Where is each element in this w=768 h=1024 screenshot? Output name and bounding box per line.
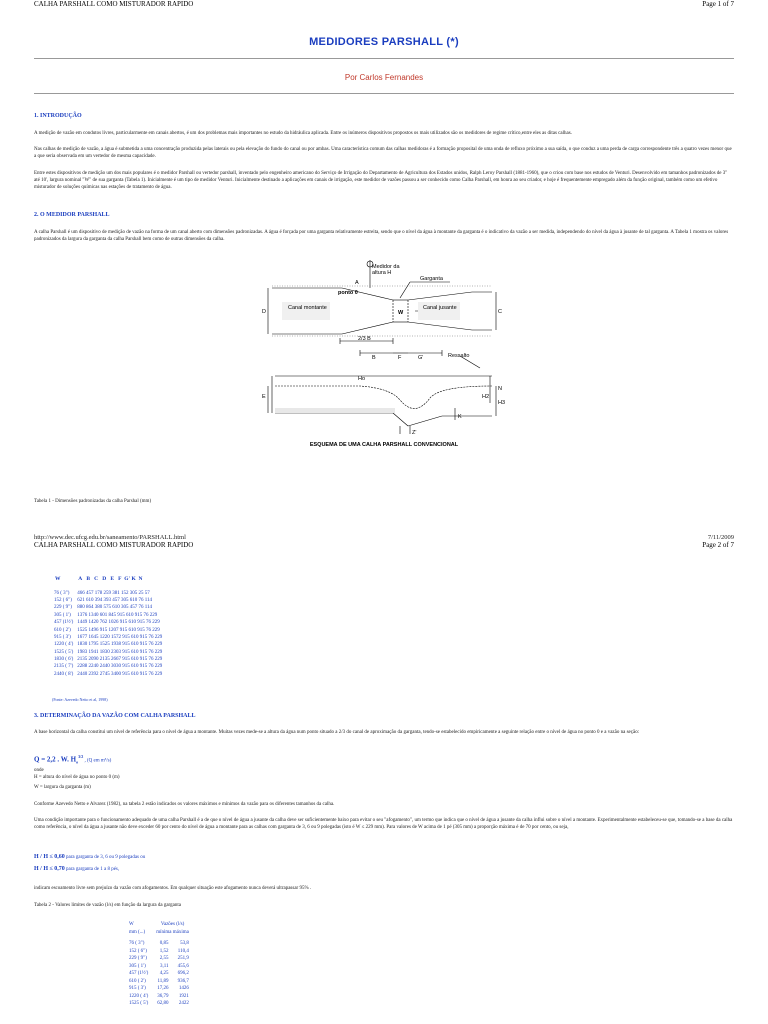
diagram-label-d: D	[262, 309, 266, 315]
table-cell: 305 ( 1')	[54, 612, 71, 618]
table-cell: 305 ( 1')	[129, 963, 146, 969]
table-header-cell: Vazões (l/s)	[160, 922, 185, 928]
table-row	[125, 993, 193, 1001]
table-row	[125, 1000, 193, 1008]
table-row	[52, 612, 164, 619]
diagram-label-b: B	[372, 355, 376, 361]
diagram-caption: ESQUEMA DE UMA CALHA PARSHALL CONVENCIONAL	[309, 442, 459, 448]
vazao-paragraph-3: Uma condição importante para o funcionamento adequado de uma calha Parshall é a de que o nível de água a jusante da calha deve ser suficientemente baixo para evitar o seu "afogamento", um termo que indica que o nível de água a jusante da calha influi sobre o nível a montante. Experimentalmente estabeleceu-se que, tomando-se a base da calha como referência, o nível da água a jusante não deve exceder 60 por cento do nível de água a montante para as calhas com garganta de 3, 6 ou 9 polegadas (isto é W ≤ 229 mm). Para valores de W acima de 1 pé (305 mm) a proporção máxima é de 70 por cento, ou seja,	[34, 818, 733, 830]
section-title-intro: 1. INTRODUÇÃO	[34, 113, 82, 119]
table-cell: 621 610 394 393 457 305 610 76 114	[77, 597, 153, 603]
definition-h: H = altura do nível de água no ponto 0 (m)	[34, 775, 120, 780]
table-cell: 17,26	[157, 986, 169, 992]
parshall-paragraph: A calha Parshall é um dispositivo de medição de vazão na forma de um canal aberto com dimensões padronizadas. A água é forçada por uma garganta relativamente estreita, sendo que o nível da água à montante da garganta é o indicativo da vazão a ser medida, independendo do nível da água à jusante de tal garganta. A Tabela 1 mostra os valores padronizados da largura da garganta da calha Parshall bem como de outras dimensões da calha.	[34, 230, 729, 242]
table-cell: 110,4	[177, 948, 189, 954]
page-date: 7/11/2009	[707, 534, 734, 541]
table-cell: 1921	[178, 993, 189, 999]
diagram-label-canal-jusante: Canal jusante	[423, 305, 457, 311]
table-header-cell: mínima máxima	[156, 929, 189, 935]
section-title-parshall: 2. O MEDIDOR PARSHALL	[34, 212, 110, 218]
intro-paragraph-3: Entre estes dispositivos de medição um dos mais populares é o medidor Parshall ou vertedor parshall, inventado pelo engenheiro americano do Serviço de Irrigação do Departamento de Agricultura dos Estados unidos, Ralph Leroy Parshall (1881-1960), que o criou com base nos estudos de Venturi. Desenvolvido em tamanhos padronizados de 3" até 10', largura nominal "W" de sua garganta (Tabela 1). Inicialmente é um tipo de medidor Venturi. Inicialmente destinado a aplicações em canais de irrigação, este medidor de vazões passou a ser conhecido como Calha Parshall, em honra ao seu criador, e hoje é frequentemente empregado além da função original, também como um efetivo misturador de soluções químicas nas estações de tratamento de água.	[34, 171, 728, 190]
table-cell: 11,89	[157, 978, 169, 984]
table-row	[125, 940, 193, 948]
intro-paragraph-1: A medição de vazão em condutos livres, particularmente em canais abertos, é um dos problemas mais importantes no estudo da hidráulica aplicada. Entre os inúmeros dispositivos propostos os mais utilizados são os medidores de regime crítico,entre eles as ditas calhas.	[34, 131, 572, 136]
formula-exponent: 3/2	[78, 754, 84, 759]
table-cell: 53,8	[180, 941, 189, 947]
diagram-label-canal-montante: Canal montante	[288, 305, 327, 311]
table-cell: 1220 ( 4')	[129, 993, 149, 999]
diagram-label-ressalto: Ressalto	[448, 353, 470, 359]
diagram-label-ho: Ho	[358, 376, 366, 382]
table-row	[52, 626, 164, 633]
table-row	[52, 619, 164, 626]
table-header-cell: N	[138, 576, 143, 582]
diagram-label-z: Z'	[412, 430, 417, 436]
table-row	[52, 663, 164, 670]
condition-1	[34, 854, 145, 860]
condition-2-formula: H / H ≤ 0,70	[34, 866, 65, 872]
vazao-paragraph-1-text: A base horizontal da calha constitui um nível de referência para o nível de água a montante. Muitas vezes mede-se a altura da água num ponto situado a 2/3 do canal de aproximação da garganta, tendo-se estabelecido empiricamente a seguinte relação entre o nível de água no ponto 0 e a vazão na seção:	[34, 730, 640, 735]
table-row	[52, 641, 164, 648]
table-header-cell: D	[102, 576, 107, 582]
table-header-cell: K	[131, 576, 136, 582]
table-cell: 915 ( 3')	[54, 634, 71, 640]
table-cell: 610 ( 2')	[54, 627, 71, 633]
diagram-label-altura: altura H	[372, 270, 392, 276]
table-cell: 610 ( 2')	[129, 978, 146, 984]
diagram-label-h3: H3	[498, 400, 506, 406]
onde-label: onde	[34, 768, 44, 773]
table-cell: 1677 1645 1220 1572 915 610 915 76 229	[77, 634, 163, 640]
table-header-cell: W	[129, 922, 134, 928]
condition-2-text: para garganta de 1 a 8 pés,	[64, 867, 120, 872]
page-title: MEDIDORES PARSHALL (*)	[309, 36, 459, 48]
table-cell: 2440 2392 2745 3400 915 610 915 76 229	[77, 671, 163, 677]
running-title-page2: CALHA PARSHALL COMO MISTURADOR RAPIDO	[34, 541, 194, 549]
table-cell: 1830 ( 6')	[54, 657, 74, 663]
flow-formula: Q = 2,2 . W. $H_o^{3/2}$ , (Q em m³/s)	[34, 754, 112, 765]
table-cell: 1376 1340 601 845 915 610 915 76 229	[77, 612, 158, 618]
table-header-cell: G'	[124, 576, 131, 582]
table-cell: 36,79	[157, 993, 169, 999]
diagram-label-n: N	[498, 386, 502, 392]
table-row	[125, 985, 193, 993]
table-cell: 152 ( 6")	[129, 948, 147, 954]
table-row	[125, 948, 193, 956]
diagram-label-two-thirds-b: 2/3 B	[358, 336, 371, 342]
table-header-cell: A	[78, 576, 83, 582]
table-cell: 457 (1½')	[54, 620, 74, 626]
intro-paragraph-2: Nas calhas de medição de vazão, a água é submetida a uma concentração produzida pelas laterais ou pela elevação do fundo do canal ou por ambas. Uma característica comum das calhas medidoras é a formação proposital de uma onda de refluxo próximo a sua saída, o que conduz a uma perda de carga correspondente três a quatro vezes menor que a que seria observada em um vertedor de mesma capacidade.	[34, 147, 732, 159]
divider	[34, 93, 734, 94]
divider	[34, 58, 734, 59]
table-cell: 1220 ( 4')	[54, 642, 74, 648]
table-cell: 4,25	[159, 971, 169, 977]
diagram-label-a: A	[355, 280, 359, 286]
table-cell: 2288 2240 2440 3030 915 610 915 76 229	[77, 664, 163, 670]
page-url: http://www.dec.ufcg.edu.br/saneamento/PARSHALL.html	[34, 534, 186, 541]
page-number-2: Page 2 of 7	[702, 541, 734, 549]
table-cell: 2135 ( 7')	[54, 664, 74, 670]
table-cell: 880 864 380 575 610 305 457 76 114	[77, 605, 153, 611]
table-row	[125, 978, 193, 986]
author: Por Carlos Fernandes	[344, 73, 424, 82]
formula-text: Q = 2,2 . W. H	[34, 755, 77, 764]
table-cell: 1983 1941 1830 2303 915 610 915 76 229	[77, 649, 163, 655]
table-header-cell: F	[118, 576, 122, 582]
table-row	[52, 597, 164, 604]
table-cell: 455,6	[177, 963, 189, 969]
table-cell: 696,2	[177, 971, 189, 977]
formula-unit: , (Q em m³/s)	[83, 758, 112, 764]
table2-caption: Tabela 2 - Valores limites de vazão (l/s) em função da largura da garganta	[34, 903, 181, 908]
table-cell: 915 ( 3')	[129, 986, 146, 992]
table-cell: 76 ( 3")	[129, 941, 145, 947]
diagram-label-f: F	[398, 355, 402, 361]
table-row	[52, 656, 164, 663]
table-cell: 152 ( 6")	[54, 597, 72, 603]
dimensions-table	[52, 576, 164, 678]
table-cell: 1525 ( 5')	[129, 1001, 149, 1007]
table-cell: 229 ( 9")	[54, 605, 72, 611]
diagram-label-medidor: Medidor da	[372, 264, 400, 270]
table-cell: 466 457 178 259 381 152 305 25 57	[77, 590, 150, 596]
parshall-diagram	[260, 258, 510, 438]
table-cell: 3,11	[159, 963, 169, 969]
table-row	[52, 649, 164, 656]
table-row	[125, 963, 193, 971]
condition-1-formula: H / H ≤ 0,60	[34, 854, 65, 860]
table-header-cell: W	[55, 576, 61, 582]
table-row	[125, 970, 193, 978]
table-cell: 76 ( 3")	[54, 590, 70, 596]
diagram-label-ponto: ponto 0	[338, 290, 358, 296]
definition-w: W = largura da garganta (m)	[34, 785, 91, 790]
table-cell: 1830 1795 1525 1938 915 610 915 76 229	[77, 642, 163, 648]
table-cell: 1525 1496 915 1207 915 610 915 76 229	[77, 627, 160, 633]
diagram-label-c: C	[498, 309, 502, 315]
flow-limits-table	[125, 921, 193, 1008]
vazao-paragraph-2: Conforme Azevedo Netto e Alvarez (1982), na tabela 2 estão indicados os valores máximos e mínimos da vazão para os diferentes tamanhos da calha.	[34, 802, 335, 807]
diagram-label-h2: H2	[482, 394, 490, 400]
table-cell: 2,55	[159, 956, 169, 962]
page-number: Page 1 of 7	[702, 0, 734, 8]
diagram-label-garganta: Garganta	[420, 276, 443, 282]
table-cell: 1449 1420 762 1026 915 610 915 76 229	[77, 620, 160, 626]
table-cell: 229 ( 9")	[129, 956, 147, 962]
table-cell: 936,7	[177, 978, 189, 984]
table-header-cell: C	[94, 576, 99, 582]
diagram-label-e: E	[262, 394, 266, 400]
table-cell: 1525 ( 5')	[54, 649, 74, 655]
vazao-paragraph-1	[34, 729, 734, 736]
table-row	[52, 589, 164, 596]
table-cell: 2440 ( 8')	[54, 671, 74, 677]
table-row	[125, 955, 193, 963]
table-cell: 251,9	[177, 956, 189, 962]
diagram-label-g: G'	[418, 355, 424, 361]
table-cell: 0,85	[159, 941, 169, 947]
section-title-vazao: 3. DETERMINAÇÃO DA VAZÃO COM CALHA PARSHALL	[34, 713, 196, 719]
table-row	[52, 671, 164, 678]
vazao-paragraph-4: indicam escoamento livre sem prejuízo da vazão com afogamentos. Em qualquer situação este afogamento nunca deverá ultrapassar 95% .	[34, 886, 312, 891]
condition-1-text: para garganta de 3, 6 ou 9 polegadas ou	[64, 855, 146, 860]
table1-source: (Fonte: Azevedo Netto et al, 1998)	[52, 697, 108, 702]
table-row	[52, 634, 164, 641]
table-header-cell: B	[86, 576, 91, 582]
diagram-label-w: W	[398, 310, 404, 316]
condition-2	[34, 866, 119, 872]
table1-caption: Tabela 1 - Dimensões padronizadas da calha Parshal (mm)	[34, 499, 152, 504]
diagram-label-k: K	[458, 414, 462, 420]
table-header-cell: mm (...)	[129, 929, 146, 935]
table-row	[52, 604, 164, 611]
table-cell: 457 (1½')	[129, 971, 149, 977]
table-cell: 62,80	[157, 1001, 169, 1007]
table-cell: 2135 2090 2135 2667 915 610 915 76 229	[77, 657, 163, 663]
table-cell: 2422	[178, 1001, 189, 1007]
running-title: CALHA PARSHALL COMO MISTURADOR RAPIDO	[34, 0, 194, 8]
table-cell: 1426	[178, 986, 189, 992]
table-cell: 1,52	[159, 948, 169, 954]
table-header-cell: E	[110, 576, 115, 582]
